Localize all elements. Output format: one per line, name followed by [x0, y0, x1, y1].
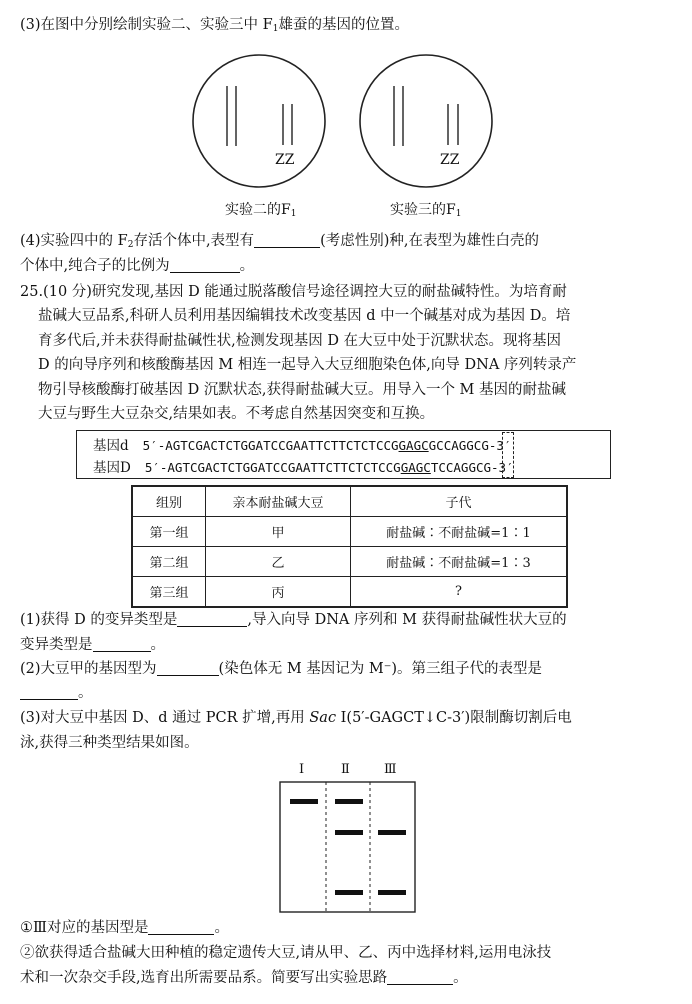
- table-cell: 第二组: [132, 547, 206, 577]
- answer-blank[interactable]: [177, 610, 247, 627]
- gel-band-lane2-low: [335, 890, 363, 895]
- table-cell: 甲: [206, 517, 351, 547]
- s2-line-2: 术和一次杂交手段,选育出所需要品系。简要写出实验思路 。: [20, 970, 468, 986]
- cell-diagrams: [0, 0, 692, 240]
- table-cell: 乙: [206, 547, 351, 577]
- answer-blank[interactable]: [170, 256, 240, 273]
- results-table: [131, 485, 568, 608]
- gel-band-lane2-mid: [335, 830, 363, 835]
- q25-stem-2: 盐碱大豆品系,科研人员利用基因编辑技术改变基因 d 中一个碱基对成为基因 D。培: [38, 308, 571, 324]
- table-row: [132, 577, 567, 608]
- table-cell: 第三组: [132, 577, 206, 608]
- table-cell: 丙: [206, 577, 351, 608]
- table-header: 组别: [132, 486, 206, 517]
- mutation-base: G: [428, 438, 437, 453]
- q25-stem-1: 25.(10 分)研究发现,基因 D 能通过脱落酸信号途径调控大豆的耐盐碱特性。为培育耐: [20, 284, 567, 300]
- table-row: [132, 517, 567, 547]
- sequence-box: [76, 430, 611, 479]
- p3-line-2: 泳,获得三种类型结果如图。: [20, 735, 199, 751]
- lane-label-1: Ⅰ: [299, 762, 305, 777]
- sequence-gene-d: 基因d 5′-AGTCGACTCTGGATCCGAATTCTTCTCTCCGGAGCGCCAGGCG-3′: [93, 438, 512, 454]
- mutation-marker: [502, 432, 514, 478]
- answer-blank[interactable]: [93, 635, 151, 652]
- sequence-gene-D: 基因D 5′-AGTCGACTCTGGATCCGAATTCTTCTCTCCGGAGCTCCAGGCG-3′: [93, 460, 514, 476]
- caption-experiment-3: 实验三的$F_1$: [390, 202, 462, 219]
- table-header: 亲本耐盐碱大豆: [206, 486, 351, 517]
- p1-line-2: 变异类型是 。: [20, 637, 165, 653]
- answer-blank[interactable]: [254, 231, 320, 248]
- q4-line-2: 个体中,纯合子的比例为 。: [20, 258, 255, 274]
- gel-band-lane2-top: [335, 799, 363, 804]
- q25-stem-6: 大豆与野生大豆杂交,结果如表。不考虑自然基因突变和互换。: [38, 406, 435, 422]
- table-row: [132, 547, 567, 577]
- q4-line-1: (4)实验四中的 $F_2$存活个体中,表型有 (考虑性别)种,在表型为雄性白壳的: [20, 233, 539, 250]
- p2-line-1: (2)大豆甲的基因型为 (染色体无 M 基因记为 M⁻)。第三组子代的表型是: [20, 661, 543, 677]
- lane-label-3: Ⅲ: [384, 762, 397, 777]
- answer-blank[interactable]: [148, 918, 214, 935]
- table-cell: 耐盐碱∶不耐盐碱=1∶1: [351, 517, 568, 547]
- answer-blank[interactable]: [20, 683, 78, 700]
- p3-line-1: (3)对大豆中基因 D、d 通过 PCR 扩增,再用 Sac Ⅰ(5′-GAGCT↓C-3′)限制酶切割后电: [20, 710, 572, 726]
- s1-line: ①Ⅲ对应的基因型是 。: [20, 920, 229, 936]
- table-header: 子代: [351, 486, 568, 517]
- table-cell: 耐盐碱∶不耐盐碱=1∶3: [351, 547, 568, 577]
- table-header-row: [132, 486, 567, 517]
- s2-line-1: ②欲获得适合盐碱大田种植的稳定遗传大豆,请从甲、乙、丙中选择材料,运用电泳技: [20, 945, 552, 961]
- q25-stem-4: D 的向导序列和核酸酶基因 M 相连一起导入大豆细胞染色体,向导 DNA 序列转录产: [38, 357, 577, 373]
- table-cell: ?: [351, 577, 568, 608]
- gel-diagram: [0, 780, 692, 930]
- cell-circle-1: [193, 55, 325, 187]
- answer-blank[interactable]: [157, 659, 219, 676]
- z-label-1: ZZ: [275, 152, 295, 168]
- q25-stem-5: 物引导核酸酶打破基因 D 沉默状态,获得耐盐碱大豆。用导入一个 M 基因的耐盐碱: [38, 382, 567, 398]
- q25-stem-3: 育多代后,并未获得耐盐碱性状,检测发现基因 D 在大豆中处于沉默状态。现将基因: [38, 333, 562, 349]
- caption-experiment-2: 实验二的$F_1$: [225, 202, 297, 219]
- gel-band-lane3-mid: [378, 830, 406, 835]
- cell-circle-2: [360, 55, 492, 187]
- mutation-base: T: [430, 460, 439, 475]
- lane-label-2: Ⅱ: [341, 762, 350, 777]
- p2-line-2: 。: [20, 683, 93, 703]
- gel-band-lane3-low: [378, 890, 406, 895]
- p1-line-1: (1)获得 D 的变异类型是 ,导入向导 DNA 序列和 M 获得耐盐碱性状大豆的: [20, 612, 567, 628]
- table-cell: 第一组: [132, 517, 206, 547]
- gel-band-lane1-top: [290, 799, 318, 804]
- answer-blank[interactable]: [387, 968, 453, 985]
- z-label-2: ZZ: [440, 152, 460, 168]
- q3-line: (3)在图中分别绘制实验二、实验三中 $F_1$雄蚕的基因的位置。: [20, 17, 409, 34]
